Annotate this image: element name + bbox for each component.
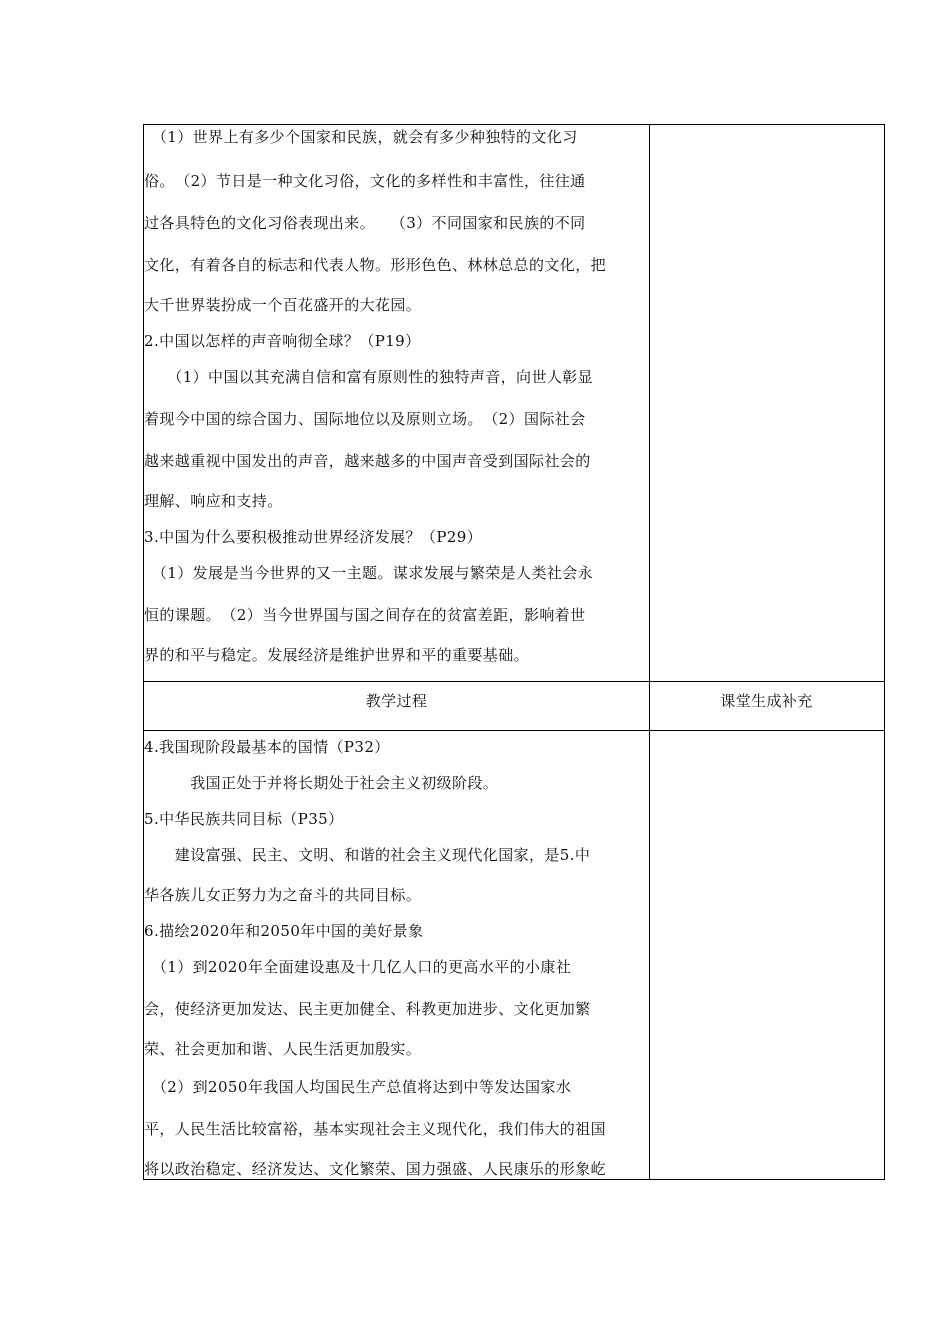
text-line: 建设富强、民主、文明、和谐的社会主义现代化国家，是5.中 xyxy=(144,846,591,864)
text-line: 大千世界装扮成一个百花盛开的大花园。 xyxy=(144,296,422,314)
text-line: （1）世界上有多少个国家和民族，就会有多少种独特的文化习 xyxy=(144,128,578,146)
text-line: 我国正处于并将长期处于社会主义初级阶段。 xyxy=(144,774,499,792)
lesson-table xyxy=(143,124,885,1180)
question-heading: 4.我国现阶段最基本的国情（P32） xyxy=(144,738,390,756)
text-line: 越来越重视中国发出的声音，越来越多的中国声音受到国际社会的 xyxy=(144,452,591,470)
text-line: 华各族儿女正努力为之奋斗的共同目标。 xyxy=(144,886,422,904)
text-line: 理解、响应和支持。 xyxy=(144,492,283,510)
question-heading: 3.中国为什么要积极推动世界经济发展？（P29） xyxy=(144,528,483,546)
text-line: 着现今中国的综合国力、国际地位以及原则立场。 （2）国际社会 xyxy=(144,410,586,428)
question-heading: 6.描绘2020年和2050年中国的美好景象 xyxy=(144,922,424,940)
text-line: 荣、社会更加和谐、人民生活更加殷实。 xyxy=(144,1040,422,1058)
column-divider xyxy=(649,125,650,1179)
text-line: （1）到2020年全面建设惠及十几亿人口的更高水平的小康社 xyxy=(144,958,572,976)
text-line: （1）发展是当今世界的又一主题。谋求发展与繁荣是人类社会永 xyxy=(144,564,594,582)
text-line: 俗。 （2）节日是一种文化习俗，文化的多样性和丰富性，往往通 xyxy=(144,172,586,190)
text-line: 过各具特色的文化习俗表现出来。 （3）不同国家和民族的不同 xyxy=(144,214,586,232)
header-teaching-process: 教学过程 xyxy=(365,692,428,710)
text-line: 将以政治稳定、经济发达、文化繁荣、国力强盛、人民康乐的形象屹 xyxy=(144,1160,607,1178)
header-class-supplement: 课堂生成补充 xyxy=(720,692,813,710)
text-line: 平，人民生活比较富裕，基本实现社会主义现代化，我们伟大的祖国 xyxy=(144,1120,607,1138)
text-line: 恒的课题。 （2）当今世界国与国之间存在的贫富差距，影响着世 xyxy=(144,606,586,624)
text-line: （1）中国以其充满自信和富有原则性的独特声音，向世人彰显 xyxy=(144,368,594,386)
header-top-border xyxy=(144,681,884,682)
text-line: 文化，有着各自的标志和代表人物。形形色色、林林总总的文化，把 xyxy=(144,256,607,274)
question-heading: 2.中国以怎样的声音响彻全球？（P19） xyxy=(144,332,421,350)
text-line: 会，使经济更加发达、民主更加健全、科教更加进步、文化更加繁 xyxy=(144,1000,591,1018)
text-line: 界的和平与稳定。发展经济是维护世界和平的重要基础。 xyxy=(144,646,530,664)
header-bottom-border xyxy=(144,730,884,731)
question-heading: 5.中华民族共同目标（P35） xyxy=(144,810,344,828)
text-line: （2）到2050年我国人均国民生产总值将达到中等发达国家水 xyxy=(144,1078,572,1096)
